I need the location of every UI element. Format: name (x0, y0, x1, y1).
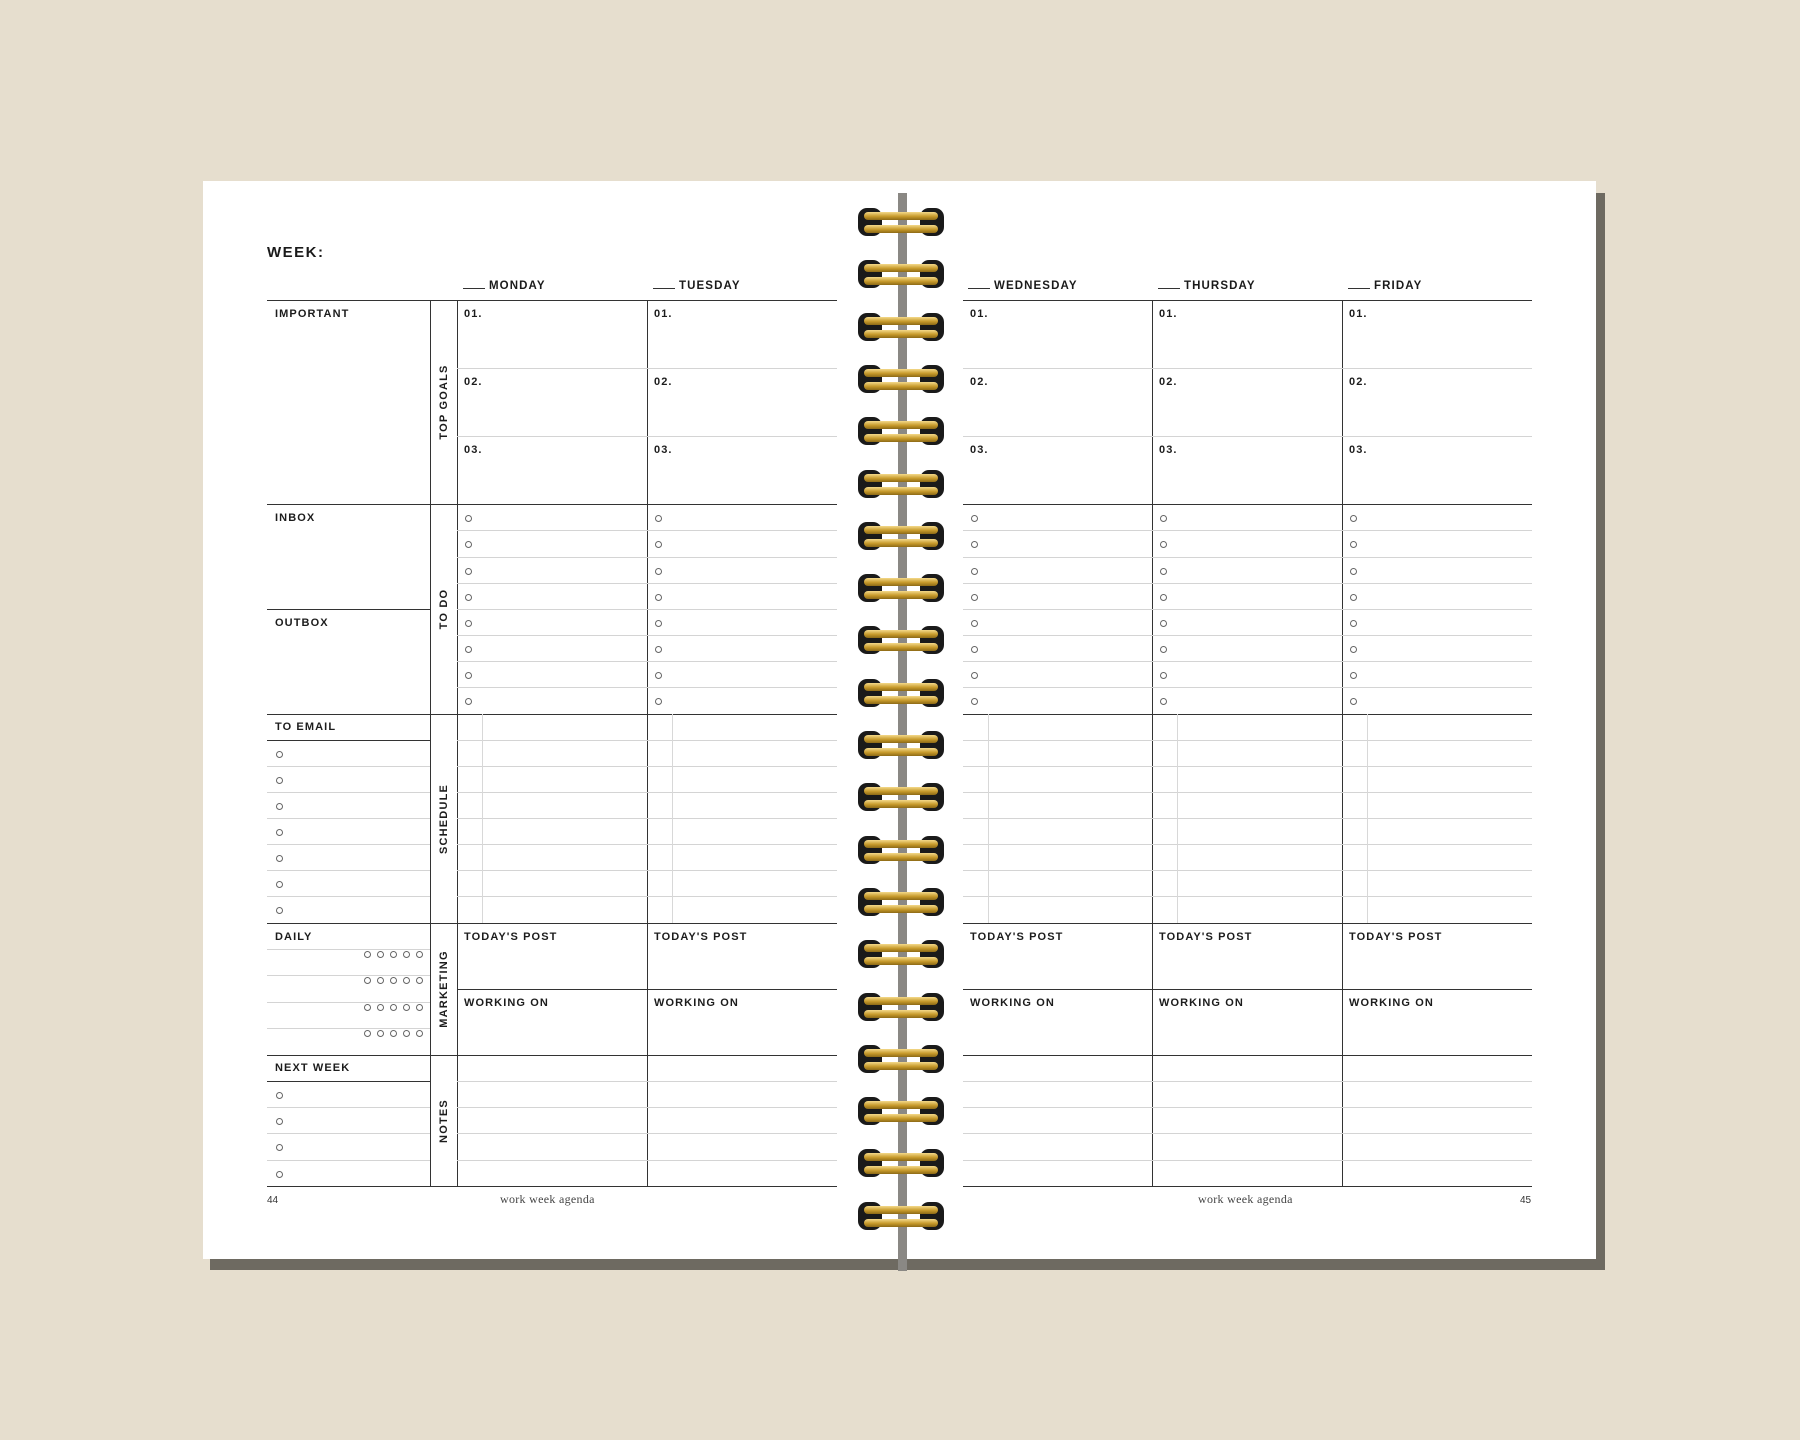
email-line (267, 870, 430, 871)
goal-number: 01. (1349, 308, 1368, 320)
spiral-ring (858, 1202, 944, 1230)
todo-checkbox[interactable] (1160, 594, 1167, 601)
todo-line (1342, 609, 1532, 610)
schedule-line (963, 844, 1152, 845)
goal-number: 01. (1159, 308, 1178, 320)
daily-habit-circle[interactable] (416, 951, 423, 958)
schedule-side-label-text: SCHEDULE (438, 783, 450, 854)
next-week-checkbox[interactable] (276, 1171, 283, 1178)
todo-checkbox[interactable] (1160, 515, 1167, 522)
goal-divider (1342, 368, 1532, 369)
daily-habit-circle[interactable] (390, 951, 397, 958)
todo-line (1152, 635, 1342, 636)
todo-line (647, 583, 837, 584)
spiral-ring (858, 1149, 944, 1177)
next-week-line (267, 1107, 430, 1108)
daily-habit-circle[interactable] (390, 977, 397, 984)
next-week-line (267, 1160, 430, 1161)
marketing-side-label-text: MARKETING (438, 950, 450, 1028)
schedule-line (963, 870, 1152, 871)
spiral-ring (858, 626, 944, 654)
todo-checkbox[interactable] (1350, 620, 1357, 627)
column-line (1342, 300, 1343, 1186)
todo-line (647, 609, 837, 610)
footer-rule (267, 1186, 837, 1187)
spiral-ring (858, 993, 944, 1021)
notes-line (1152, 1081, 1342, 1082)
todo-line (1152, 609, 1342, 610)
spiral-ring (858, 313, 944, 341)
schedule-line (963, 766, 1152, 767)
left-page-number: 44 (267, 1195, 279, 1206)
todo-line (963, 687, 1152, 688)
next-week-rule (267, 1081, 430, 1082)
inbox-label: INBOX (275, 512, 316, 524)
schedule-line (1152, 766, 1342, 767)
todo-line (647, 687, 837, 688)
day-header-thursday (1158, 280, 1256, 292)
schedule-line (963, 740, 1152, 741)
notes-line (457, 1160, 647, 1161)
section-rule (963, 923, 1532, 924)
working-on-label: WORKING ON (1159, 997, 1244, 1009)
goal-number: 01. (970, 308, 989, 320)
todo-line (1342, 557, 1532, 558)
working-on-label: WORKING ON (654, 997, 739, 1009)
goal-number: 02. (970, 376, 989, 388)
schedule-line (1342, 870, 1532, 871)
schedule-line (1342, 896, 1532, 897)
spiral-ring (858, 365, 944, 393)
spiral-ring (858, 1097, 944, 1125)
working-on-label: WORKING ON (970, 997, 1055, 1009)
todo-checkbox[interactable] (971, 672, 978, 679)
goal-number: 01. (654, 308, 673, 320)
todays-post-label: TODAY'S POST (1349, 931, 1443, 943)
todo-checkbox[interactable] (1160, 646, 1167, 653)
todo-checkbox[interactable] (1350, 646, 1357, 653)
schedule-line (647, 896, 837, 897)
todo-line (647, 635, 837, 636)
day-name: THURSDAY (1184, 280, 1256, 292)
schedule-line (963, 818, 1152, 819)
date-blank[interactable] (463, 288, 485, 289)
day-header-tuesday (653, 280, 741, 292)
todo-line (1152, 530, 1342, 531)
daily-habit-circle[interactable] (416, 1030, 423, 1037)
goal-number: 03. (654, 444, 673, 456)
todo-checkbox[interactable] (655, 620, 662, 627)
todo-line (457, 557, 647, 558)
notes-line (457, 1107, 647, 1108)
todo-checkbox[interactable] (971, 594, 978, 601)
goal-number: 02. (1349, 376, 1368, 388)
marketing-divider (1152, 989, 1342, 990)
schedule-line (647, 792, 837, 793)
marketing-divider (1342, 989, 1532, 990)
spiral-ring (858, 888, 944, 916)
todo-checkbox[interactable] (971, 568, 978, 575)
todo-checkbox[interactable] (465, 541, 472, 548)
schedule-line (1342, 740, 1532, 741)
schedule-line (1342, 818, 1532, 819)
todo-checkbox[interactable] (971, 541, 978, 548)
schedule-line (457, 792, 647, 793)
todo-line (1152, 661, 1342, 662)
todo-line (1342, 635, 1532, 636)
todo-line (963, 583, 1152, 584)
inbox-divider (267, 609, 430, 610)
schedule-line (963, 792, 1152, 793)
marketing-divider (647, 989, 837, 990)
daily-label: DAILY (275, 931, 313, 943)
schedule-line (963, 896, 1152, 897)
day-header-wednesday (968, 280, 1078, 292)
goal-number: 02. (464, 376, 483, 388)
goal-number: 03. (970, 444, 989, 456)
daily-habit-circle[interactable] (403, 1004, 410, 1011)
daily-habit-circle[interactable] (390, 1030, 397, 1037)
goal-divider (1342, 436, 1532, 437)
goal-divider (1152, 368, 1342, 369)
todo-checkbox[interactable] (971, 515, 978, 522)
spiral-ring (858, 417, 944, 445)
notes-line (1342, 1107, 1532, 1108)
goal-number: 02. (654, 376, 673, 388)
schedule-line (1342, 792, 1532, 793)
schedule-line (647, 844, 837, 845)
todo-line (1152, 583, 1342, 584)
notes-line (963, 1107, 1152, 1108)
goal-divider (1152, 436, 1342, 437)
todo-checkbox[interactable] (1160, 698, 1167, 705)
schedule-time-column (1367, 714, 1368, 923)
todo-checkbox[interactable] (1350, 698, 1357, 705)
date-blank[interactable] (653, 288, 675, 289)
header-rule (963, 300, 1532, 301)
goal-divider (963, 436, 1152, 437)
spiral-ring (858, 208, 944, 236)
todo-checkbox[interactable] (1350, 515, 1357, 522)
schedule-line (1152, 740, 1342, 741)
spiral-ring (858, 574, 944, 602)
left-footer-title: work week agenda (500, 1192, 595, 1206)
email-line (267, 896, 430, 897)
email-line (267, 766, 430, 767)
next-week-label: NEXT WEEK (275, 1062, 351, 1074)
day-header-friday (1348, 280, 1422, 292)
todo-checkbox[interactable] (465, 515, 472, 522)
spiral-ring (858, 731, 944, 759)
goal-number: 01. (464, 308, 483, 320)
notes-line (1152, 1133, 1342, 1134)
notes-line (963, 1160, 1152, 1161)
spiral-ring (858, 1045, 944, 1073)
to-email-rule (267, 740, 430, 741)
spiral-ring (858, 470, 944, 498)
daily-habit-circle[interactable] (416, 1004, 423, 1011)
day-name: TUESDAY (679, 280, 741, 292)
todo-checkbox[interactable] (465, 646, 472, 653)
email-line (267, 792, 430, 793)
notes-side-label-text: NOTES (438, 1098, 450, 1143)
todo-line (457, 687, 647, 688)
schedule-time-column (1177, 714, 1178, 923)
section-rule (267, 923, 837, 924)
section-rule (267, 504, 837, 505)
schedule-line (457, 896, 647, 897)
schedule-line (457, 844, 647, 845)
email-checkbox[interactable] (276, 751, 283, 758)
daily-habit-circle[interactable] (364, 1030, 371, 1037)
todo-line (963, 661, 1152, 662)
goal-divider (647, 436, 837, 437)
todo-checkbox[interactable] (971, 646, 978, 653)
todo-checkbox[interactable] (1350, 672, 1357, 679)
todo-checkbox[interactable] (971, 620, 978, 627)
email-checkbox[interactable] (276, 777, 283, 784)
goal-divider (457, 368, 647, 369)
spiral-ring (858, 522, 944, 550)
to-do-side-label-text: TO DO (438, 588, 450, 630)
daily-habit-circle[interactable] (377, 951, 384, 958)
todays-post-label: TODAY'S POST (970, 931, 1064, 943)
section-rule (963, 714, 1532, 715)
todo-checkbox[interactable] (465, 568, 472, 575)
spiral-ring (858, 836, 944, 864)
todo-line (457, 583, 647, 584)
todo-checkbox[interactable] (465, 698, 472, 705)
schedule-line (1152, 896, 1342, 897)
schedule-line (647, 766, 837, 767)
todo-checkbox[interactable] (1350, 594, 1357, 601)
todo-line (1342, 687, 1532, 688)
next-week-checkbox[interactable] (276, 1144, 283, 1151)
goal-divider (963, 368, 1152, 369)
daily-habit-circle[interactable] (403, 977, 410, 984)
section-rule (963, 1055, 1532, 1056)
todo-line (647, 661, 837, 662)
column-line (430, 300, 431, 1186)
daily-habit-circle[interactable] (364, 1004, 371, 1011)
working-on-label: WORKING ON (1349, 997, 1434, 1009)
todo-checkbox[interactable] (1350, 568, 1357, 575)
notes-line (457, 1133, 647, 1134)
todo-line (1152, 557, 1342, 558)
todays-post-label: TODAY'S POST (654, 931, 748, 943)
todo-checkbox[interactable] (971, 698, 978, 705)
daily-line (267, 1028, 430, 1029)
daily-line (267, 975, 430, 976)
email-checkbox[interactable] (276, 881, 283, 888)
schedule-line (1342, 844, 1532, 845)
schedule-line (457, 740, 647, 741)
todo-checkbox[interactable] (655, 646, 662, 653)
todo-line (963, 635, 1152, 636)
important-label: IMPORTANT (275, 308, 350, 320)
schedule-line (1152, 818, 1342, 819)
todo-checkbox[interactable] (655, 568, 662, 575)
todo-checkbox[interactable] (655, 672, 662, 679)
daily-habit-circle[interactable] (377, 977, 384, 984)
next-week-checkbox[interactable] (276, 1118, 283, 1125)
notes-line (647, 1107, 837, 1108)
notes-line (647, 1081, 837, 1082)
todays-post-label: TODAY'S POST (1159, 931, 1253, 943)
goal-number: 02. (1159, 376, 1178, 388)
notes-line (647, 1133, 837, 1134)
schedule-line (1152, 870, 1342, 871)
todo-checkbox[interactable] (465, 672, 472, 679)
schedule-line (647, 740, 837, 741)
schedule-time-column (988, 714, 989, 923)
goal-number: 03. (1159, 444, 1178, 456)
daily-habit-circle[interactable] (390, 1004, 397, 1011)
spiral-ring (858, 260, 944, 288)
schedule-line (647, 870, 837, 871)
header-rule (267, 300, 837, 301)
email-line (267, 844, 430, 845)
date-blank[interactable] (1348, 288, 1370, 289)
todo-line (1342, 530, 1532, 531)
daily-habit-circle[interactable] (377, 1004, 384, 1011)
notes-line (963, 1133, 1152, 1134)
schedule-time-column (672, 714, 673, 923)
todo-line (647, 557, 837, 558)
to-email-label: TO EMAIL (275, 721, 337, 733)
right-page-number: 45 (1520, 1195, 1532, 1206)
daily-habit-circle[interactable] (377, 1030, 384, 1037)
todo-checkbox[interactable] (655, 698, 662, 705)
schedule-line (1342, 766, 1532, 767)
email-checkbox[interactable] (276, 855, 283, 862)
daily-habit-circle[interactable] (403, 951, 410, 958)
todo-line (963, 557, 1152, 558)
notes-line (1342, 1133, 1532, 1134)
spiral-ring (858, 940, 944, 968)
next-week-checkbox[interactable] (276, 1092, 283, 1099)
todo-line (457, 609, 647, 610)
spiral-ring (858, 783, 944, 811)
daily-habit-circle[interactable] (364, 951, 371, 958)
todo-line (457, 661, 647, 662)
email-line (267, 818, 430, 819)
notes-line (1342, 1081, 1532, 1082)
todo-checkbox[interactable] (1160, 672, 1167, 679)
footer-rule (963, 1186, 1532, 1187)
marketing-divider (457, 989, 647, 990)
date-blank[interactable] (1158, 288, 1180, 289)
todo-checkbox[interactable] (1350, 541, 1357, 548)
notes-line (963, 1081, 1152, 1082)
column-line (1152, 300, 1153, 1186)
day-name: WEDNESDAY (994, 280, 1078, 292)
todo-checkbox[interactable] (465, 620, 472, 627)
day-name: MONDAY (489, 280, 546, 292)
notes-line (647, 1160, 837, 1161)
day-name: FRIDAY (1374, 280, 1423, 292)
schedule-line (1152, 792, 1342, 793)
schedule-time-column (482, 714, 483, 923)
todo-line (457, 530, 647, 531)
week-label: WEEK: (267, 244, 325, 261)
todo-line (963, 530, 1152, 531)
goal-divider (457, 436, 647, 437)
schedule-line (457, 870, 647, 871)
outbox-label: OUTBOX (275, 617, 329, 629)
top-goals-side-label-text: TOP GOALS (438, 364, 450, 440)
working-on-label: WORKING ON (464, 997, 549, 1009)
todo-line (963, 609, 1152, 610)
right-footer-title: work week agenda (1198, 1192, 1293, 1206)
notes-line (1342, 1160, 1532, 1161)
todo-line (1342, 661, 1532, 662)
todo-line (647, 530, 837, 531)
notes-line (1152, 1107, 1342, 1108)
spiral-ring (858, 679, 944, 707)
section-rule (267, 714, 837, 715)
daily-line (267, 949, 430, 950)
daily-line (267, 1002, 430, 1003)
todo-checkbox[interactable] (1160, 620, 1167, 627)
schedule-line (457, 766, 647, 767)
section-rule (963, 504, 1532, 505)
daily-habit-circle[interactable] (416, 977, 423, 984)
todo-line (457, 635, 647, 636)
daily-habit-circle[interactable] (364, 977, 371, 984)
goal-number: 03. (464, 444, 483, 456)
column-line (647, 300, 648, 1186)
todo-checkbox[interactable] (655, 515, 662, 522)
todo-checkbox[interactable] (655, 541, 662, 548)
schedule-line (457, 818, 647, 819)
marketing-divider (963, 989, 1152, 990)
todo-line (1342, 583, 1532, 584)
next-week-line (267, 1133, 430, 1134)
date-blank[interactable] (968, 288, 990, 289)
email-checkbox[interactable] (276, 829, 283, 836)
section-rule (267, 1055, 837, 1056)
goal-number: 03. (1349, 444, 1368, 456)
notes-line (1152, 1160, 1342, 1161)
day-header-monday (463, 280, 546, 292)
email-checkbox[interactable] (276, 803, 283, 810)
todo-line (1152, 687, 1342, 688)
notes-line (457, 1081, 647, 1082)
todo-checkbox[interactable] (465, 594, 472, 601)
schedule-line (1152, 844, 1342, 845)
todo-checkbox[interactable] (1160, 541, 1167, 548)
column-line (457, 300, 458, 1186)
todo-checkbox[interactable] (1160, 568, 1167, 575)
goal-divider (647, 368, 837, 369)
daily-habit-circle[interactable] (403, 1030, 410, 1037)
schedule-line (647, 818, 837, 819)
todays-post-label: TODAY'S POST (464, 931, 558, 943)
email-checkbox[interactable] (276, 907, 283, 914)
todo-checkbox[interactable] (655, 594, 662, 601)
